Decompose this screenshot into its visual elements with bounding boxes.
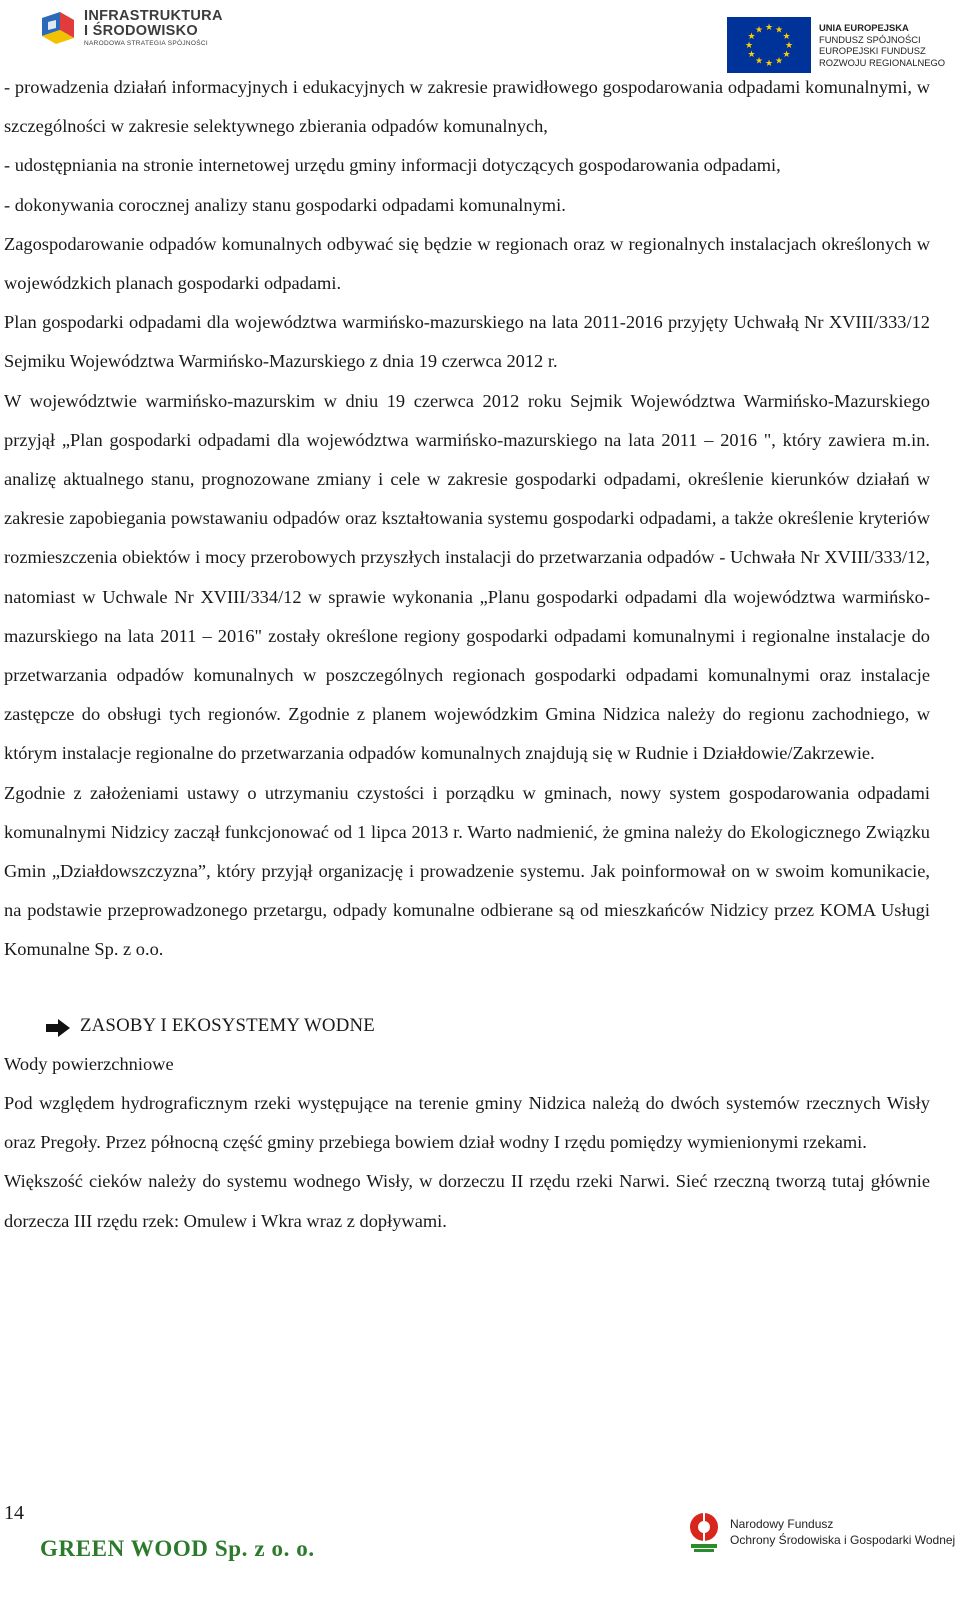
logo-line-2: I ŚRODOWISKO	[84, 23, 198, 40]
svg-text:★: ★	[774, 56, 784, 67]
nss-logo-icon	[38, 8, 78, 48]
logo-line-3: NARODOWA STRATEGIA SPÓJNOŚCI	[84, 39, 208, 47]
subheading: Wody powierzchniowe	[4, 1053, 174, 1074]
svg-text:★: ★	[774, 25, 784, 36]
eu-line-3: EUROPEJSKI FUNDUSZ	[819, 45, 926, 56]
page-number: 14	[4, 1502, 24, 1524]
paragraph: Zgodnie z założeniami ustawy o utrzymaniu czystości i porządku w gminach, nowy system gospodarowania odpadami komunalnymi Nidzicy zaczął funkcjonować od 1 lipca 2013 r. Warto nadmienić, że gmina należy do Ekologicznego Związku Gmin „Działdowszczyzna”, który przyjął organizację i prowadzenie systemu. Jak poinformował on w swoim komunikacie, na podstawie przeprowadzonego przetargu, odpady komunalne odbierane są od mieszkańców Nidzicy przez KOMA Usługi Komunalne Sp. z o.o.	[4, 782, 930, 960]
svg-text:★: ★	[782, 50, 791, 60]
svg-text:★: ★	[764, 23, 774, 33]
paragraph: Pod względem hydrograficznym rzeki występujące na terenie gminy Nidzica należą do dwóch systemów rzecznych Wisły oraz Pregoły. Przez północną część gminy przebiega bowiem dział wodny I rzędu pomiędzy wymienionymi rzekami.	[4, 1093, 930, 1153]
paragraph: - prowadzenia działań informacyjnych i edukacyjnych w zakresie prawidłowego gospodarowania odpadami komunalnymi, w szczególności w zakresie selektywnego zbierania odpadów komunalnych,	[4, 77, 930, 137]
paragraph: - dokonywania corocznej analizy stanu gospodarki odpadami komunalnymi.	[4, 194, 566, 215]
svg-text:★: ★	[747, 32, 756, 42]
document-body	[4, 68, 930, 1241]
svg-text:★: ★	[784, 41, 794, 51]
paragraph: Większość cieków należy do systemu wodnego Wisły, w dorzeczu II rzędu rzeki Narwi. Sieć rzeczną tworzą tutaj głównie dorzecza III rzędu rzek: Omulew i Wkra wraz z dopływami.	[4, 1171, 930, 1231]
section-heading-text: ZASOBY I EKOSYSTEMY WODNE	[80, 1014, 375, 1036]
section-heading	[4, 1006, 930, 1045]
nfosigw-logo-icon	[685, 1510, 723, 1554]
svg-text:★: ★	[744, 41, 754, 51]
fund-line-2: Ochrony Środowiska i Gospodarki Wodnej	[730, 1533, 956, 1547]
svg-text:★: ★	[754, 25, 764, 36]
infrastruktura-logo	[38, 8, 223, 48]
arrow-right-icon	[44, 1014, 72, 1036]
eu-line-2: FUNDUSZ SPÓJNOŚCI	[819, 33, 921, 45]
paragraph: Zagospodarowanie odpadów komunalnych odbywać się będzie w regionach oraz w regionalnych instalacjach określonych w wojewódzkich planach gospodarki odpadami.	[4, 233, 930, 294]
svg-text:★: ★	[782, 32, 791, 42]
paragraph: - udostępniania na stronie internetowej urzędu gminy informacji dotyczących gospodarowania odpadami,	[4, 155, 781, 176]
paragraph: Plan gospodarki odpadami dla województwa warmińsko-mazurskiego na lata 2011-2016 przyjęty Uchwałą Nr XVIII/333/12 Sejmiku Województwa Warmińsko-Mazurskiego z dnia 19 czerwca 2012 r.	[4, 312, 930, 372]
eu-line-4: ROZWOJU REGIONALNEGO	[819, 56, 946, 68]
company-name: GREEN WOOD Sp. z o. o.	[40, 1536, 315, 1561]
svg-text:★: ★	[764, 59, 774, 69]
paragraph: W województwie warmińsko-mazurskim w dniu 19 czerwca 2012 roku Sejmik Województwa Warmińsko-Mazurskiego przyjął „Plan gospodarki odpadami dla województwa warmińsko-mazurskiego na lata 2011 – 2016 ", który zawiera m.in. analizę aktualnego stanu, prognozowane zmiany i cele w zakresie gospodarki odpadami, określenie kierunków działań w zakresie zapobiegania powstawaniu odpadów oraz kształtowania systemu gospodarki odpadami, a także określenie kryteriów rozmieszczenia obiektów i mocy przerobowych przyszłych instalacji do przetwarzania odpadów - Uchwała Nr XVIII/333/12, natomiast w Uchwale Nr XVIII/334/12 w sprawie wykonania „Planu gospodarki odpadami dla województwa warmińsko-mazurskiego na lata 2011 – 2016" zostały określone regiony gospodarki odpadami komunalnymi i regionalne instalacje do przetwarzania odpadów komunalnych w poszczególnych regionach gospodarki odpadami komunalnymi oraz instalacje zastępcze do obsługi tych regionów. Zgodnie z planem wojewódzkim Gmina Nidzica należy do regionu zachodniego, w którym instalacje regionalne do przetwarzania odpadów komunalnych znajdują się w Rudnie i Działdowie/Zakrzewie.	[4, 390, 930, 764]
eu-line-1: UNIA EUROPEJSKA	[819, 22, 909, 33]
fund-line-1: Narodowy Fundusz	[730, 1517, 834, 1531]
svg-text:★: ★	[747, 50, 756, 60]
eu-logo	[727, 17, 945, 73]
svg-text:★: ★	[754, 56, 764, 67]
eu-flag-icon	[727, 17, 811, 73]
logo-line-1: INFRASTRUKTURA	[84, 7, 223, 24]
nfosigw-logo	[685, 1510, 955, 1554]
